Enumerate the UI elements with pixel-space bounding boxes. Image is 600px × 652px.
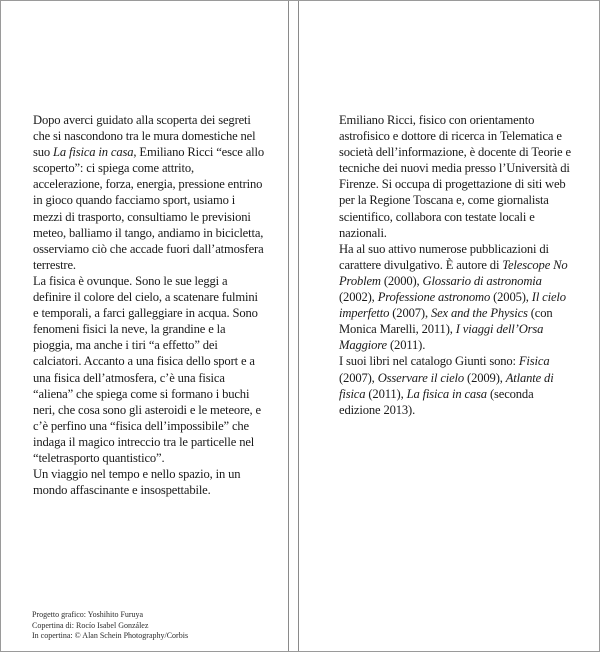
paragraph [339, 353, 571, 417]
italic-book-title: I viaggi dell’Orsa Maggiore [339, 322, 544, 353]
italic-book-title: Il cielo imperfetto [339, 290, 566, 321]
text-run: (2009), [464, 370, 506, 385]
italic-book-title: Professione astronomo [377, 290, 491, 305]
paragraph [339, 112, 571, 241]
italic-book-title: Atlante di fisica [339, 370, 554, 401]
text-run: Dopo averci guidato alla scoperta dei segreti che si nascondono tra le mura domestiche nel suo [33, 113, 256, 160]
credit-cover-photo: In copertina: © Alan Schein Photography/Corbis [32, 631, 189, 640]
text-run: (2011). [387, 338, 426, 353]
paragraph [33, 112, 265, 273]
author-bio-column [339, 112, 571, 418]
text-run: Emiliano Ricci, fisico con orientamento astrofisico e dottore di ricerca in Telematica e società dell’informazione, è docente di Teorie e tecniche dei nuovi media presso l’Università di Firenze. Si occupa di progettazione di siti web per la Regione Toscana e, come giornalista scientifico, collabora con testate locali e nazionali. [339, 113, 571, 240]
text-run: (seconda edizione 2013). [339, 386, 534, 417]
paragraph [33, 273, 265, 466]
italic-book-title: Sex and the Physics [430, 306, 528, 321]
fold-line-left [288, 1, 289, 651]
text-run: (2007), [339, 370, 378, 385]
text-run: (2002), [339, 290, 378, 305]
text-run: I suoi libri nel catalogo Giunti sono: [339, 354, 519, 369]
text-run: La fisica è ovunque. Sono le sue leggi a definire il colore del cielo, a scatenare fulmini e temporali, a farci galleggiare in acqua. Sono fenomeni fisici la neve, la grandine e la pioggia, ma anche i tiri “a effetto” dei calciatori. Accanto a una fisica dello sport e a una fisica dell’atmosfera, c’è una fisica “aliena” che spiega come si formano i buchi neri, che cosa sono gli asteroidi e le meteore, e c’è perfino una “fisica dell’impossibile” che indaga il magico intreccio tra le particelle nel “teletrasporto quantistico”. [33, 273, 261, 465]
credits-block [32, 610, 188, 642]
text-run: (2005), [490, 290, 532, 305]
text-run: Ha al suo attivo numerose pubblicazioni di carattere divulgativo. È autore di [339, 241, 549, 272]
credit-graphic-design: Progetto grafico: Yoshihito Furuya [32, 610, 144, 619]
text-run: , Emiliano Ricci “esce allo scoperto”: ci spiega come attrito, accelerazione, forza, energia, pressione entrino in gioco quando facciamo sport, usiamo i mezzi di trasporto, consultiamo le previsioni meteo, balliamo il tango, andiamo in bicicletta, osserviamo ciò che accade fuori dall’atmosfera terrestre. [33, 145, 265, 272]
text-run: (2011), [365, 386, 407, 401]
paragraph [33, 466, 265, 498]
text-run: (2000), [380, 273, 423, 288]
italic-book-title: Telescope No Problem [339, 257, 568, 288]
paragraph [339, 241, 571, 354]
italic-book-title: La fisica in casa [406, 386, 487, 401]
italic-book-title: Fisica [518, 354, 550, 369]
text-run: (con Monica Marelli, 2011), [339, 306, 553, 337]
italic-book-title: Osservare il cielo [377, 370, 465, 385]
italic-book-title: Glossario di astronomia [422, 273, 542, 288]
text-run: Un viaggio nel tempo e nello spazio, in un mondo affascinante e insospettabile. [33, 467, 241, 498]
synopsis-text-column [33, 112, 265, 498]
credit-cover-by: Copertina di: Rocío Isabel González [32, 620, 149, 630]
fold-line-right [298, 1, 299, 651]
italic-book-title: La fisica in casa [53, 145, 134, 160]
text-run: (2007), [389, 306, 431, 321]
